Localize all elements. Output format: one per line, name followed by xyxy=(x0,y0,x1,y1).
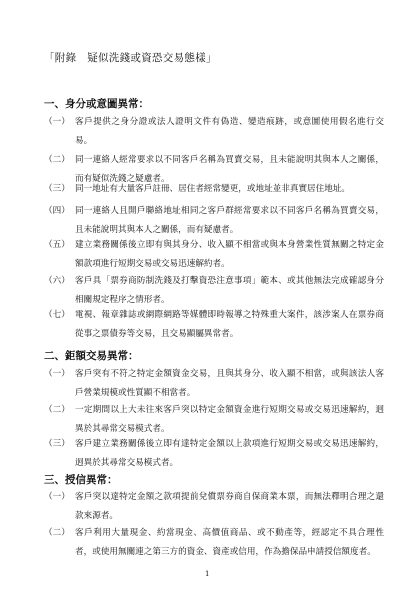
item-text: 建立業務關係後立即有與其身分、收入顯不相當或與本身營業性質無關之特定金額款項進行短期交易或交易迅速解約者。 xyxy=(75,240,384,269)
list-item xyxy=(44,113,384,151)
list-item xyxy=(44,488,384,526)
item-number: （二） xyxy=(44,155,70,165)
list-item xyxy=(44,524,384,562)
item-text: 客戶具「票券商防制洗錢及打擊資恐注意事項」範本、或其他無法完成確認身分相關規定程序之情形者。 xyxy=(75,276,384,305)
item-number: （一） xyxy=(44,369,70,379)
list-item xyxy=(44,435,384,473)
item-number: （七） xyxy=(44,310,70,320)
list-item xyxy=(44,180,384,199)
item-text: 客戶提供之身分證或法人證明文件有偽造、變造痕跡，或意圖使用假名進行交易。 xyxy=(75,117,384,146)
item-number: （二） xyxy=(44,528,70,538)
item-number: （二） xyxy=(44,405,70,415)
item-text: 電視、報章雜誌或網際網路等媒體即時報導之特殊重大案件，該涉案人在票券商從事之票債券等交易，且交易顯屬異常者。 xyxy=(75,310,384,339)
item-number: （一） xyxy=(44,492,70,502)
item-text: 客戶突以達特定金額之款項提前兌償票券商自保商業本票，而無法釋明合理之還款來源者。 xyxy=(75,492,384,521)
item-number: （三） xyxy=(44,439,70,449)
section-heading-identity: 一、身分或意圖異常： xyxy=(44,98,149,110)
item-number: （四） xyxy=(44,206,70,216)
list-item xyxy=(44,306,384,344)
item-text: 同一連絡人經常要求以不同客戶名稱為買賣交易，且未能說明其與本人之關係，而有疑似洗錢之疑慮者。 xyxy=(75,155,384,184)
list-item xyxy=(44,401,384,439)
list-item xyxy=(44,236,384,274)
item-text: 客戶突有不符之特定金額資金交易，且與其身分、收入顯不相當，或與該法人客戶營業規模或性質顯不相當者。 xyxy=(75,369,384,398)
item-number: （五） xyxy=(44,240,70,250)
item-number: （三） xyxy=(44,184,70,194)
item-text: 一定期間以上大未往來客戶突以特定金額資金進行短期交易或交易迅速解約，迥異於其尋常交易模式者。 xyxy=(75,405,384,434)
page-number: 1 xyxy=(205,570,210,578)
item-text: 客戶利用大量現金、約當現金、高價值商品、或不動產等，經認定不具合理性者，或使用無關連之第三方的資金、資產或信用，作為擔保品申請授信額度者。 xyxy=(75,528,384,557)
section-heading-credit: 三、授信異常： xyxy=(44,474,118,486)
list-item xyxy=(44,272,384,310)
list-item xyxy=(44,202,384,240)
item-text: 同一地址有大量客戶註冊、居住者經常變更，或地址並非真實居住地址。 xyxy=(75,184,351,194)
item-number: （一） xyxy=(44,117,70,127)
list-item xyxy=(44,365,384,403)
item-text: 客戶建立業務關係後立即有達特定金額以上款項進行短期交易或交易迅速解約，迥異於其尋常交易模式者。 xyxy=(75,439,384,468)
document-title: 「附錄 疑似洗錢或資恐交易態樣」 xyxy=(44,52,217,64)
item-number: （六） xyxy=(44,276,70,286)
item-text: 同一連絡人且開戶聯絡地址相同之客戶群經常要求以不同客戶名稱為買賣交易，且未能說明其與本人之關係，而有疑慮者。 xyxy=(75,206,384,235)
section-heading-large-transaction: 二、鉅額交易異常： xyxy=(44,350,139,362)
